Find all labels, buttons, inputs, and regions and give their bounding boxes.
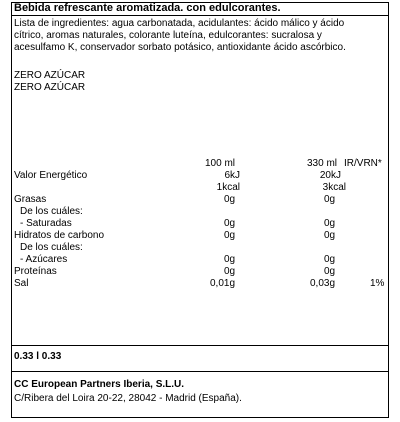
- row-value-100ml: 0g: [224, 218, 236, 229]
- company-address: C/Ribera del Loira 20-22, 28042 - Madrid (España).: [14, 393, 242, 404]
- energy-kcal-100ml: 1kcal: [216, 182, 240, 193]
- row-label: Hidratos de carbono: [14, 230, 105, 241]
- ingredients-line: Lista de ingredientes: agua carbonatada, acidulantes: ácido málico y ácido: [14, 18, 345, 29]
- ingredients-line: cítrico, aromas naturales, colorante luteína, edulcorantes: sucralosa y: [14, 30, 322, 41]
- row-label: Sal: [14, 278, 29, 289]
- row-label: - Azúcares: [20, 254, 68, 265]
- row-value-ir-vrn: 1%: [370, 278, 385, 289]
- header-330ml: 330 ml: [307, 158, 338, 169]
- volume-text: 0.33 l 0.33: [14, 351, 62, 362]
- energy-kcal-330ml: 3kcal: [322, 182, 346, 193]
- row-value-100ml: 0,01g: [210, 278, 236, 289]
- company-name: CC European Partners Iberia, S.L.U.: [14, 379, 185, 390]
- row-value-330ml: 0g: [324, 218, 336, 229]
- row-value-330ml: 0g: [324, 266, 336, 277]
- ingredients-line: acesulfamo K, conservador sorbato potásico, antioxidante ácido ascórbico.: [14, 42, 346, 53]
- row-label: De los cuáles:: [20, 206, 83, 217]
- claim-text: ZERO AZÚCAR: [14, 82, 86, 93]
- row-label: Grasas: [14, 194, 47, 205]
- row-label: De los cuáles:: [20, 242, 83, 253]
- row-label: - Saturadas: [20, 218, 72, 229]
- row-value-100ml: 0g: [224, 266, 236, 277]
- row-label: Proteínas: [14, 266, 57, 277]
- energy-kj-330ml: 20kJ: [319, 170, 341, 181]
- claim-text: ZERO AZÚCAR: [14, 70, 86, 81]
- volume-divider-bottom: [11, 371, 389, 372]
- row-value-330ml: 0,03g: [310, 278, 336, 289]
- energy-kj-100ml: 6kJ: [224, 170, 240, 181]
- volume-divider-top: [11, 345, 389, 346]
- header-ir-vrn: IR/VRN*: [344, 158, 382, 169]
- row-value-100ml: 0g: [224, 254, 236, 265]
- energy-label: Valor Energético: [14, 170, 88, 181]
- product-title: Bebida refrescante aromatizada. con edulcorantes.: [14, 2, 281, 14]
- row-value-330ml: 0g: [324, 254, 336, 265]
- row-value-100ml: 0g: [224, 230, 236, 241]
- row-value-330ml: 0g: [324, 230, 336, 241]
- row-value-330ml: 0g: [324, 194, 336, 205]
- title-divider: [11, 15, 389, 16]
- row-value-100ml: 0g: [224, 194, 236, 205]
- header-100ml: 100 ml: [205, 158, 236, 169]
